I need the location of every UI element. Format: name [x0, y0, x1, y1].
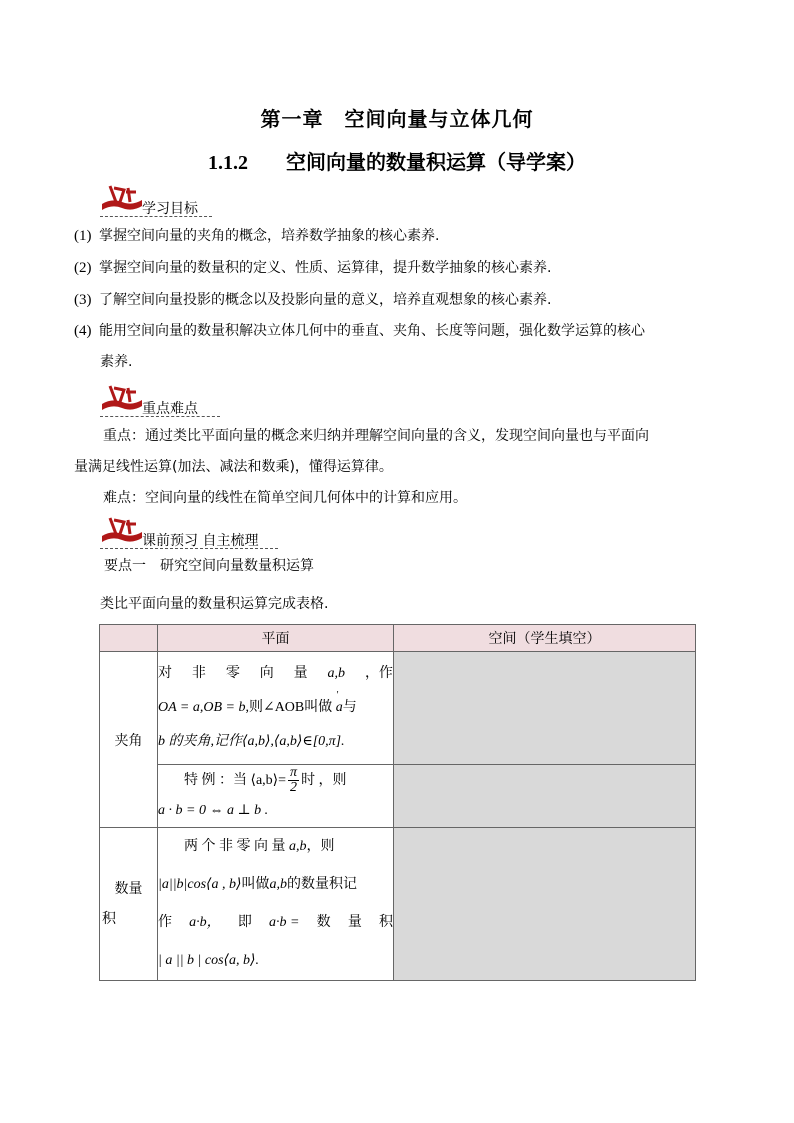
- row-label-angle: 夹角: [100, 652, 158, 828]
- header-plane: 平面: [158, 625, 394, 652]
- objective-2: [74, 258, 734, 278]
- section-emblem-icon: [100, 182, 144, 214]
- objective-num: (4): [74, 323, 92, 339]
- section-underline: [100, 416, 220, 417]
- fraction-pi-over-2: $\frac{\pi}{2}$: [290, 765, 298, 796]
- angle-def-line-1: 对 非 零 向 量 a,b ，作: [158, 657, 393, 691]
- dot-def-line-4: | a || b | cos⟨a, b⟩.: [158, 953, 259, 968]
- row-label-dot: 数量 积: [100, 828, 158, 981]
- section-preview-label: 课前预习 自主梳理: [142, 533, 259, 549]
- space-answer-angle[interactable]: [394, 652, 696, 765]
- table-header-row: [100, 625, 696, 652]
- objective-text: 掌握空间向量的数量积的定义、性质、运算律，提升数学抽象的核心素养.: [99, 260, 552, 276]
- chapter-title: 第一章 空间向量与立体几何: [260, 107, 534, 131]
- lesson-number: 1.1.2: [208, 152, 248, 174]
- header-space: 空间（学生填空）: [394, 625, 696, 652]
- objective-1: [74, 226, 734, 246]
- objective-4-cont: [74, 352, 734, 372]
- objective-num: (1): [74, 228, 92, 244]
- section-emblem-icon: [100, 514, 144, 546]
- cell-angle-special: [158, 765, 394, 828]
- header-blank-cell: [100, 625, 158, 652]
- section-underline: [100, 548, 278, 549]
- special-line-1: 特 例 ：当 ⟨a,b⟩= $\frac{\pi}{2}$ 时 ，则: [184, 765, 347, 796]
- focus-line-1: 重点：通过类比平面向量的概念来归纳并理解空间向量的含义，发现空间向量也与平面向: [103, 428, 649, 444]
- objective-text-cont: 素养.: [100, 354, 133, 370]
- objective-num: (3): [74, 292, 92, 308]
- space-answer-special[interactable]: [394, 765, 696, 828]
- dot-def-line-1: 两 个 非 零 向 量 a,b，则: [184, 839, 335, 854]
- lesson-title: [0, 146, 794, 175]
- dot-def-line-2: |a||b|cos⟨a , b⟩叫做a,b的数量积记: [158, 877, 357, 892]
- section-underline: [100, 216, 212, 217]
- instruction: 类比平面向量的数量积运算完成表格.: [100, 596, 329, 612]
- comparison-table: [99, 624, 696, 981]
- angle-def-line-2: OA = a,OB = b,则∠AOB叫做 ' a与: [158, 691, 393, 725]
- cell-angle-definition: [158, 652, 394, 765]
- section-emblem-icon: [100, 382, 144, 414]
- section-key-points-label: 重点难点: [142, 401, 198, 417]
- objective-4: [74, 321, 734, 341]
- cell-dot-definition: [158, 828, 394, 981]
- table-row: [100, 652, 696, 765]
- dot-def-line-3: 作 a·b， 即 a·b = 数 量 积: [158, 915, 393, 930]
- objective-num: (2): [74, 260, 92, 276]
- point-title: 要点一 研究空间向量数量积运算: [104, 558, 314, 574]
- objective-text: 了解空间向量投影的概念以及投影向量的意义，培养直观想象的核心素养.: [99, 292, 552, 308]
- section-objectives-label: 学习目标: [142, 201, 198, 217]
- objective-text: 能用空间向量的数量积解决立体几何中的垂直、夹角、长度等问题，强化数学运算的核心: [99, 323, 645, 339]
- angle-def-line-3: b 的夹角,记作⟨a,b⟩,⟨a,b⟩∈[0,π].: [158, 734, 345, 749]
- objective-text: 掌握空间向量的夹角的概念，培养数学抽象的核心素养.: [99, 228, 440, 244]
- lesson-name: 空间向量的数量积运算（导学案）: [286, 150, 586, 174]
- space-answer-dot[interactable]: [394, 828, 696, 981]
- special-line-2: a · b = 0 ⇔ a ⊥ b .: [158, 803, 269, 818]
- difficulty-line: 难点：空间向量的线性在简单空间几何体中的计算和应用。: [103, 490, 467, 506]
- vectors-ab: a,b: [327, 666, 346, 681]
- table-row: [100, 765, 696, 828]
- objective-3: [74, 290, 734, 310]
- table-row: [100, 828, 696, 981]
- focus-line-2: 量满足线性运算(加法、减法和数乘)，懂得运算律。: [74, 459, 393, 475]
